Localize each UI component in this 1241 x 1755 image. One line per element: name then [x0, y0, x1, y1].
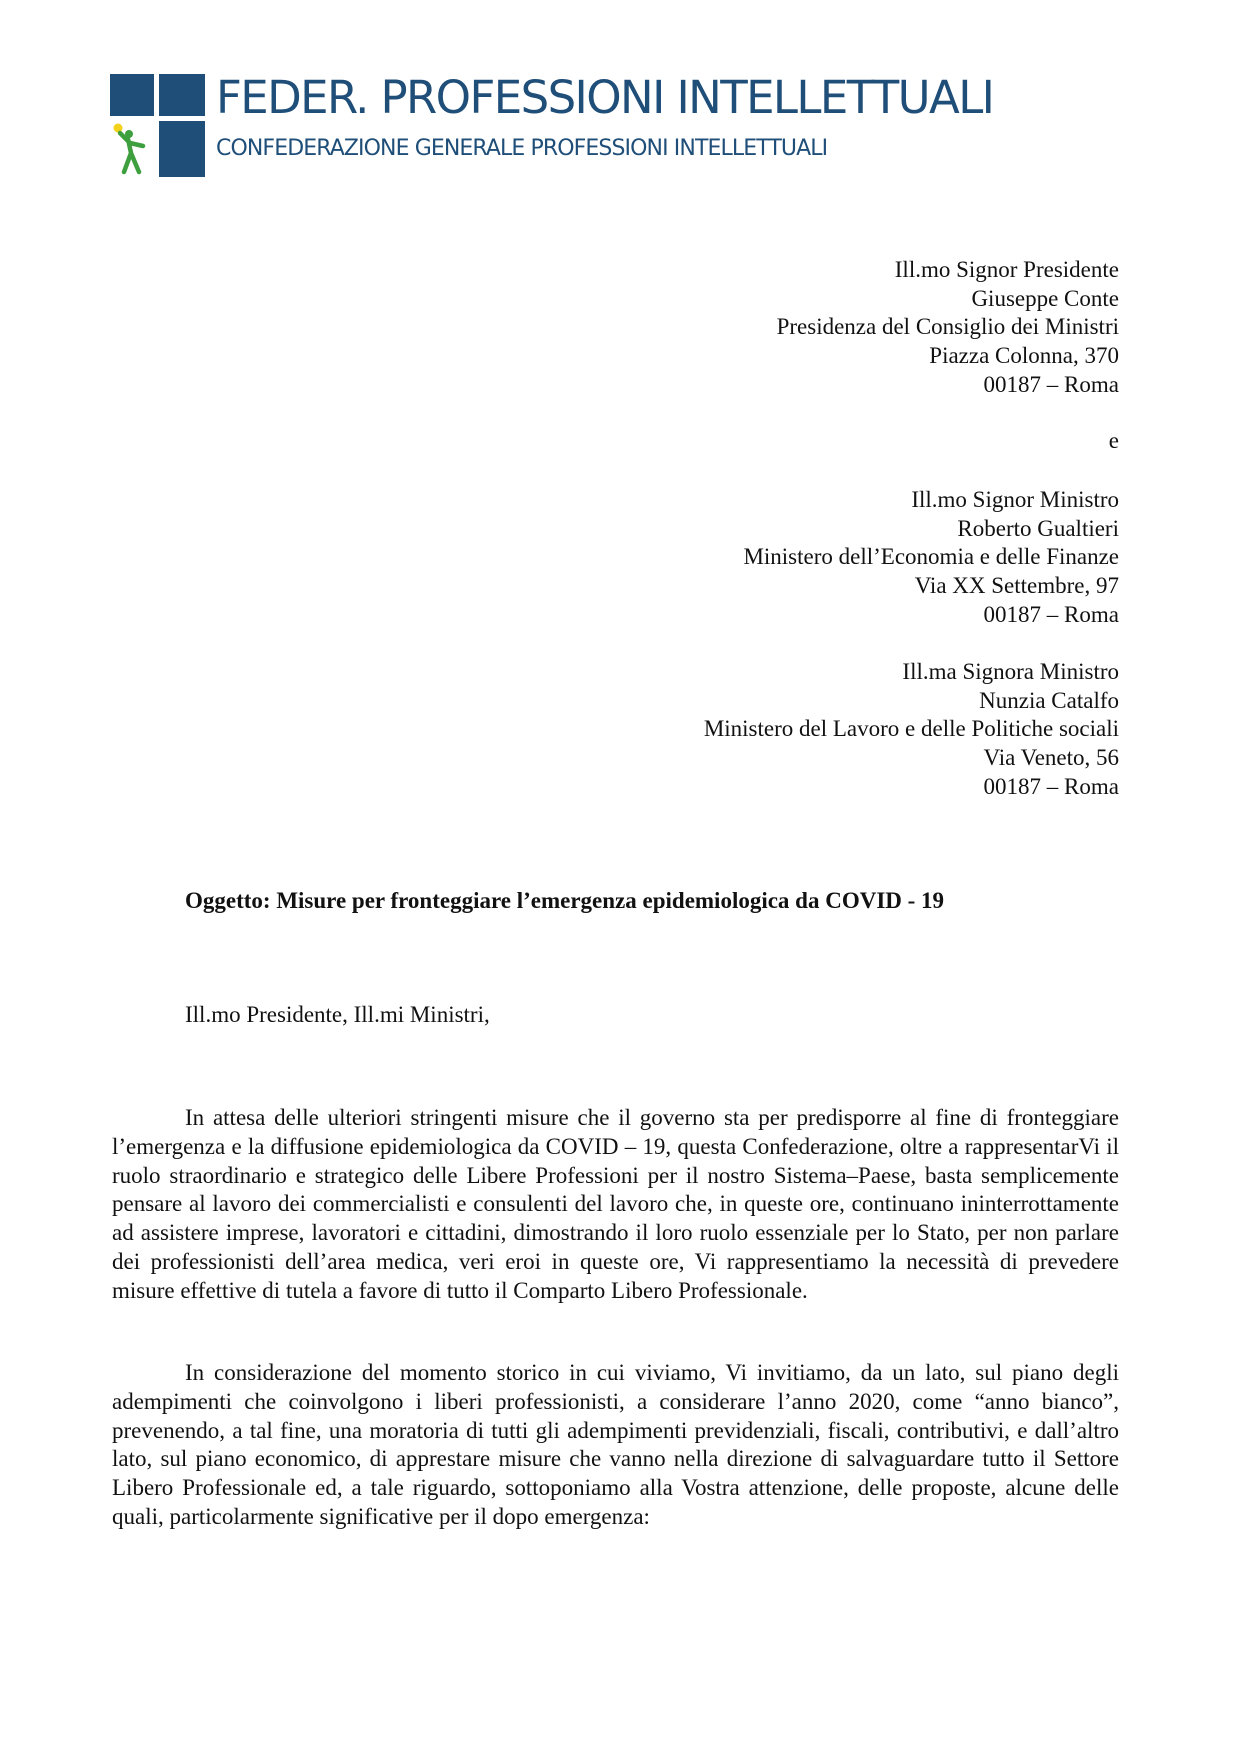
body-paragraph: In attesa delle ulteriori stringenti misure che il governo sta per predisporre al fine di fronteggiare l’emergenza e la diffusione epidemiologica da COVID – 19, questa Confederazione, oltre a rappresentarVi il ruolo straordinario e strategico delle Libere Professioni per il nostro Sistema–Paese, basta semplicemente pensare al lavoro dei commercialisti e consulenti del lavoro che, in queste ore, continuano ininterrottamente ad assistere imprese, lavoratori e cittadini, dimostrando il loro ruolo essenziale per lo Stato, per non parlare dei professionisti dell’area medica, veri eroi in queste ore, Vi rappresentiamo la necessità di prevedere misure effettive di tutela a favore di tutto il Comparto Libero Professionale. [112, 1105, 1119, 1303]
recipient-address [704, 658, 1119, 802]
address-line: 00187 – Roma [983, 773, 1119, 799]
address-line: Nunzia Catalfo [979, 687, 1119, 713]
recipient-address [743, 486, 1119, 630]
letter-salutation: Ill.mo Presidente, Ill.mi Ministri, [185, 1002, 490, 1027]
organization-title: FEDER. PROFESSIONI INTELLETTUALI [216, 71, 994, 124]
address-line: Presidenza del Consiglio dei Ministri [776, 314, 1119, 340]
address-line: Ministero del Lavoro e delle Politiche sociali [703, 716, 1119, 742]
recipient-address [777, 256, 1119, 400]
body-paragraph: In considerazione del momento storico in cui viviamo, Vi invitiamo, da un lato, sul piano degli adempimenti che coinvolgono i liberi professionisti, a considerare l’anno 2020, come “anno bianco”, prevenendo, a tal fine, una moratoria di tutti gli adempimenti previdenziali, fiscali, contributivi, e dall’altro lato, sul piano economico, di apprestare misure che vanno nella direzione di salvaguardare tutto il Settore Libero Professionale ed, a tale riguardo, sottoponiamo alla Vostra attenzione, delle proposte, alcune delle quali, particolarmente significative per il dopo emergenza: [112, 1360, 1119, 1529]
logo [110, 74, 205, 177]
address-line: Roberto Gualtieri [957, 515, 1119, 541]
letter-subject: Oggetto: Misure per fronteggiare l’emergenza epidemiologica da COVID - 19 [185, 888, 945, 913]
logo-square [159, 121, 205, 177]
address-line: Via Veneto, 56 [983, 745, 1119, 771]
address-line: Giuseppe Conte [971, 285, 1119, 311]
address-line: Ill.ma Signora Ministro [902, 659, 1119, 684]
address-conjunction [1109, 427, 1119, 456]
logo-square [110, 74, 154, 116]
logo-square [159, 74, 205, 116]
organization-subtitle: CONFEDERAZIONE GENERALE PROFESSIONI INTELLETTUALI [216, 136, 828, 161]
conjunction-text: e [1108, 428, 1119, 453]
address-line: Ministero dell’Economia e delle Finanze [743, 544, 1119, 570]
address-line: 00187 – Roma [983, 371, 1119, 397]
address-line: 00187 – Roma [983, 601, 1119, 627]
address-line: Via XX Settembre, 97 [914, 573, 1119, 599]
address-line: Piazza Colonna, 370 [929, 343, 1119, 369]
address-line: Ill.mo Signor Presidente [894, 257, 1119, 282]
tennis-player-icon [112, 122, 152, 176]
address-line: Ill.mo Signor Ministro [911, 487, 1119, 512]
